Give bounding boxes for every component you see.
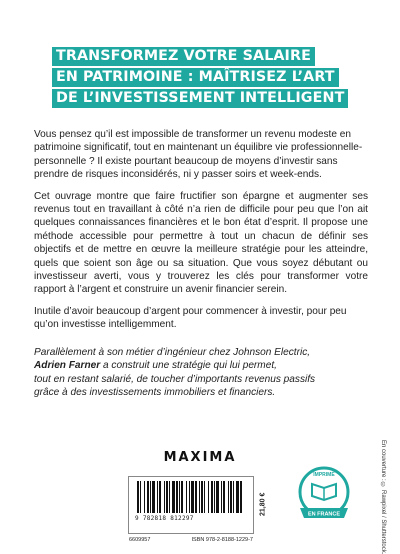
bio-line-3: tout en restant salarié, de toucher d’importants revenus passifs xyxy=(34,373,316,385)
blurb-paragraph-3: Inutile d’avoir beaucoup d’argent pour commencer à investir, pour peu qu’on investisse intelligemment. xyxy=(34,305,347,331)
product-code: 6609957 xyxy=(129,537,151,543)
badge-top-text: IMPRIMÉ xyxy=(313,472,335,478)
isbn-line xyxy=(129,537,253,543)
bio-line-1: Parallèlement à son métier d’ingénieur chez Johnson Electric, xyxy=(34,346,311,358)
printed-in-france-badge-icon xyxy=(296,462,352,530)
photo-credit: En couverture : © Rawpixel / Shutterstock. xyxy=(380,440,386,554)
blurb-paragraph-1: Vous pensez qu’il est impossible de transformer un revenu modeste en patrimoine significatif, tout en maintenant un équilibre vie professionnelle-personnelle ? Il existe pourtant beaucoup de moyens d’investir sans prendre de risques inconsidérés, ni y passer soirs et week-ends. xyxy=(34,129,363,181)
publisher-logo: MAXIMA xyxy=(163,450,237,465)
author-name: Adrien Farner xyxy=(34,360,101,372)
author-bio xyxy=(34,346,368,400)
isbn-number: ISBN 978-2-8188-1229-7 xyxy=(191,537,253,543)
back-cover-headline xyxy=(52,47,352,110)
headline-line-2: EN PATRIMOINE : MAÎTRISEZ L’ART xyxy=(52,68,339,87)
bio-line-2: a construit une stratégie qui lui permet, xyxy=(100,360,277,372)
blurb xyxy=(34,128,368,407)
barcode-digits: 9 782818 812297 xyxy=(135,515,194,522)
barcode xyxy=(128,476,254,543)
blurb-paragraph-2: Cet ouvrage montre que faire fructifier son épargne et augmenter ses revenus tout en travaillant à côté n’a rien de difficile pour peu que l’on ait quelques connaissances financières et le bon état d’esprit. Il propose une méthode accessible pour permettre à tout un chacun de définir ses objectifs et de mettre en œuvre la meilleure stratégie pour les atteindre, quels que soient son âge ou sa situation. Que vous soyez débutant ou investisseur averti, vous y trouverez les clés pour transformer votre rapport à l’argent et construire un avenir financier serein. xyxy=(34,190,368,296)
barcode-bars xyxy=(135,481,247,515)
headline-line-3: DE L’INVESTISSEMENT INTELLIGENT xyxy=(52,89,348,108)
badge-bottom-text: EN FRANCE xyxy=(307,511,341,518)
price-label: 21,80 € xyxy=(259,492,267,516)
headline-line-1: TRANSFORMEZ VOTRE SALAIRE xyxy=(52,47,315,66)
bio-line-4: grâce à des investissements immobiliers et financiers. xyxy=(34,386,276,398)
